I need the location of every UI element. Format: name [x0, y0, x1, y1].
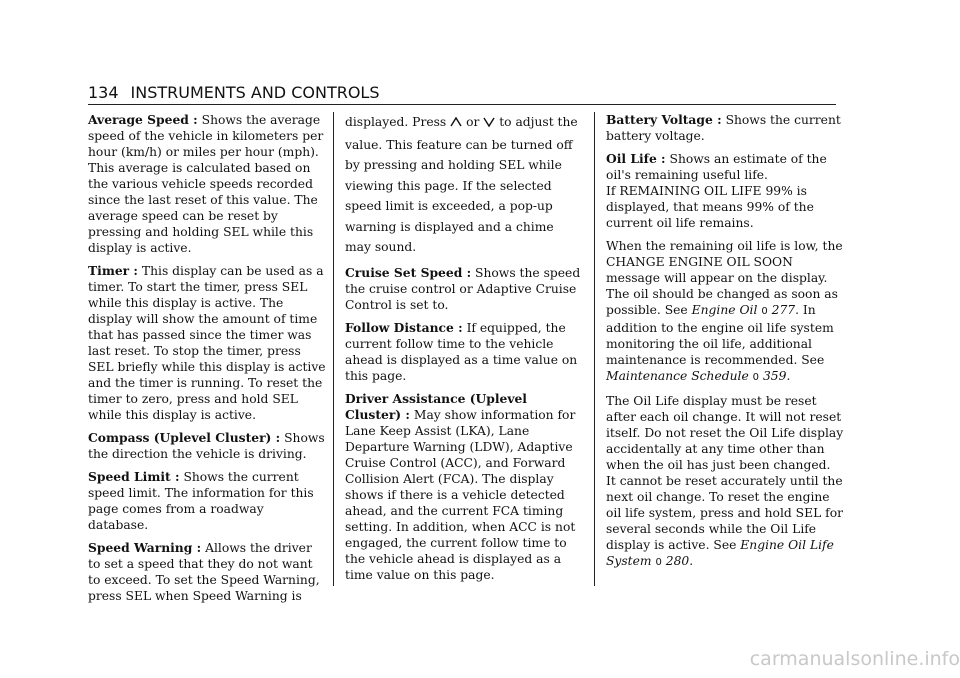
- page-number: 134: [88, 83, 119, 102]
- page-ref-icon: 0: [655, 557, 662, 568]
- column-2: [345, 112, 583, 590]
- period: .: [786, 369, 791, 383]
- ref-page-maintenance: 359: [762, 369, 787, 383]
- ref-title-engine-oil: Engine Oil: [691, 303, 758, 317]
- period: .: [689, 554, 694, 568]
- term-driver-assistance: Driver Assistance (Uplevel Cluster) :: [345, 390, 527, 422]
- ref-title-oil-life-system: Engine Oil Life System: [606, 538, 834, 568]
- column-divider-2: [594, 112, 595, 586]
- page-header: [88, 83, 836, 103]
- text-follow: If equipped, the current follow time to the vehicle ahead is displayed as a time value on this page.: [345, 320, 578, 383]
- term-speed-limit: Speed Limit :: [88, 469, 180, 484]
- paragraph-oil-low: [606, 238, 844, 386]
- term-oil-life: Oil Life :: [606, 151, 666, 166]
- paragraph-average-speed: [88, 112, 326, 256]
- paragraph-oil-life: [606, 151, 844, 231]
- ref-page-oil-life-system: 280: [665, 554, 690, 568]
- text-oil-low-pre: When the remaining oil life is low, the CHANGE ENGINE OIL SOON message will appear on the display. The oil should be changed as soon as possible. See: [606, 239, 843, 317]
- term-compass: Compass (Uplevel Cluster) :: [88, 430, 281, 445]
- term-timer: Timer :: [88, 263, 138, 278]
- paragraph-speed-limit: [88, 469, 326, 533]
- text-compass: Shows the direction the vehicle is driving.: [88, 431, 325, 461]
- text-cruise: Shows the speed the cruise control or Adaptive Cruise Control is set to.: [345, 265, 581, 312]
- paragraph-timer: [88, 263, 326, 423]
- chevron-up-icon: [450, 114, 462, 135]
- paragraph-cruise: [345, 265, 583, 313]
- text-oil-low-mid: . In addition to the engine oil life system monitoring the oil life, additional maintenance is recommended. See: [606, 303, 834, 367]
- paragraph-oil-reset: [606, 393, 844, 571]
- column-3: [606, 112, 844, 578]
- paragraph-driver-assistance: [345, 391, 583, 583]
- column-1: [88, 112, 326, 611]
- section-title: INSTRUMENTS AND CONTROLS: [130, 83, 380, 102]
- text-cont-post: to adjust the value. This feature can be turned off by pressing and holding SEL while viewing this page. If the selected speed limit is exceeded, a pop-up warning is displayed and a chime may sound.: [345, 115, 578, 254]
- text-speed-warning: Allows the driver to set a speed that they do not want to exceed. To set the Speed Warning, press SEL when Speed Warning is: [88, 541, 320, 603]
- paragraph-compass: [88, 430, 326, 462]
- page-ref-icon: 0: [752, 372, 760, 383]
- term-follow: Follow Distance :: [345, 319, 463, 335]
- ref-page-engine-oil: 277: [771, 303, 796, 317]
- term-battery: Battery Voltage :: [606, 112, 722, 127]
- paragraph-follow: [345, 320, 583, 384]
- ref-title-maintenance: Maintenance Schedule: [606, 369, 749, 383]
- text-driver-assistance: May show information for Lane Keep Assist (LKA), Lane Departure Warning (LDW), Adaptive Cruise Control (ACC), and Forward Collision Alert (FCA). The display shows if there is a vehicle detected ahead, and the current FCA timing setting. In addition, when ACC is not engaged, the current follow time to the vehicle ahead is displayed as a time value on this page.: [345, 407, 576, 582]
- text-oil-life-2: If REMAINING OIL LIFE 99% is displayed, that means 99% of the current oil life remains.: [606, 184, 814, 230]
- text-timer: This display can be used as a timer. To start the timer, press SEL while this display is active. The display will show the amount of time that has passed since the timer was last reset. To stop the timer, press SEL briefly while this display is active and the timer is running. To reset the timer to zero, press and hold SEL while this display is active.: [88, 264, 326, 422]
- text-average-speed: Shows the average speed of the vehicle in kilometers per hour (km/h) or miles per hour (mph). This average is calculated based on the various vehicle speeds recorded since the last reset of this value. The average speed can be reset by pressing and holding SEL while this display is active.: [88, 113, 324, 255]
- paragraph-speed-warning: [88, 540, 326, 604]
- text-oil-life-1: Shows an estimate of the oil's remaining useful life.: [606, 152, 827, 182]
- link-engine-oil[interactable]: [692, 303, 795, 317]
- text-oil-reset: The Oil Life display must be reset after each oil change. It will not reset itself. Do not reset the Oil Life display accidentally at any time other than when the oil has just been changed. It cannot be reset accurately until the next oil change. To reset the engine oil life system, press and hold SEL for several seconds while the Oil Life display is active. See: [606, 394, 844, 552]
- text-cont-pre: displayed. Press: [345, 115, 447, 129]
- link-maintenance-schedule[interactable]: [606, 369, 786, 383]
- term-speed-warning: Speed Warning :: [88, 540, 202, 555]
- header-rule: [88, 104, 836, 105]
- text-battery: Shows the current battery voltage.: [606, 113, 841, 143]
- paragraph-battery: [606, 112, 844, 144]
- term-average-speed: Average Speed :: [88, 112, 198, 127]
- paragraph-speed-warning-cont: [345, 112, 583, 258]
- term-cruise: Cruise Set Speed :: [345, 264, 472, 280]
- watermark: carmanualsonline.info: [749, 648, 960, 670]
- page-ref-icon: 0: [761, 306, 768, 317]
- text-speed-limit: Shows the current speed limit. The information for this page comes from a roadway database.: [88, 470, 314, 532]
- chevron-down-icon: [483, 114, 495, 135]
- text-or: or: [466, 115, 480, 129]
- column-divider-1: [333, 112, 334, 586]
